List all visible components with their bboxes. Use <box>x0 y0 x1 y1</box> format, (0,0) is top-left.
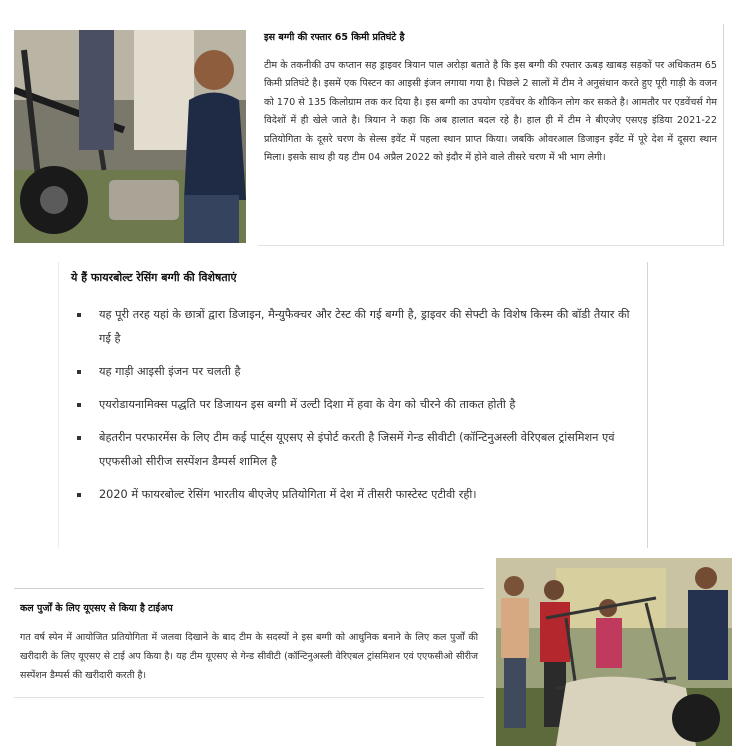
feature-text: यह पूरी तरह यहां के छात्रों द्वारा डिजाइन, मैन्युफैक्चर और टेस्ट की गई बग्गी है, ड्राइवर की सेफ्टी के विशेष किस्म की बॉडी तैयार की गई है <box>99 308 630 345</box>
bullet-icon <box>77 493 81 497</box>
features-heading: ये हैं फायरबोल्ट रेसिंग बग्गी की विशेषताएं <box>71 271 237 284</box>
article-usa-tieup <box>14 588 484 698</box>
feature-text: बेहतरीन परफारमेंस के लिए टीम कई पार्ट्स यूएसए से इंपोर्ट करती है जिसमें गेन्ड सीवीटी (कॉन्टिनुअस्ली वेरिएबल ट्रांसमिशन एवं एएफसीओ सीरीज सस्पेंशन डैम्पर्स शामिल है <box>99 431 615 468</box>
feature-item <box>71 393 647 417</box>
buggy-engine-illustration <box>14 30 246 243</box>
feature-text: यह गाड़ी आइसी इंजन पर चलती है <box>99 365 241 378</box>
feature-item <box>71 426 647 474</box>
features-list <box>71 303 647 507</box>
feature-text: 2020 में फायरबोल्ट रेसिंग भारतीय बीएजेए प्रतियोगिता में देश में तीसरी फास्टेस्ट एटीवी रही। <box>99 488 477 501</box>
feature-text: एयरोडायनामिक्स पद्धति पर डिजायन इस बग्गी में उल्टी दिशा में हवा के वेग को चीरने की ताकत होती है <box>99 398 516 411</box>
article-usa-heading: कल पुर्जों के लिए यूएसए से किया है टाईअप <box>20 603 173 614</box>
article-usa-body: गत वर्ष स्पेन में आयोजित प्रतियोगिता में जलवा दिखाने के बाद टीम के सदस्यों ने इस बग्गी को आधुनिक बनाने के लिए कल पुर्जों की खरीदारी के लिए यूएसए से टाई अप किया है। यह टीम यूएसए से गेन्ड सीवीटी (कॉन्टिनुअस्ली वेरिएबल ट्रांसमिशन एवं एएफसीओ सीरीज सस्पेंशन डैम्पर्स की खरीदारी करती है। <box>20 632 478 681</box>
team-buggy-illustration <box>496 558 732 746</box>
article-speed <box>258 24 724 246</box>
buggy-engine-photo <box>14 30 246 243</box>
bullet-icon <box>77 436 81 440</box>
team-buggy-photo <box>496 558 732 746</box>
article-speed-heading: इस बग्गी की रफ्तार 65 किमी प्रतिघंटे है <box>264 32 405 43</box>
features-section <box>58 262 648 548</box>
bullet-icon <box>77 403 81 407</box>
feature-item <box>71 483 647 507</box>
article-speed-body: टीम के तकनीकी उप कप्तान सह ड्राइवर त्रियान पाल अरोड़ा बताते है कि इस बग्गी की रफ्तार ऊबड़ खाबड़ सड़कों पर अधिकतम 65 किमी प्रतिघंटे है। इसमें एक पिस्टन का आइसी इंजन लगाया गया है। पिछले 2 सालों में टीम ने अनुसंधान करते हुए पूरी गाड़ी के वजन को 170 से 135 किलोग्राम तक कर दिया है। इस बग्गी का उपयोग एडवेंचर के शौकिन लोग कर सकते है। आमतौर पर एडवेंचर्स गेम विदेशों में ही खेले जाते है। त्रियान ने कहा कि अब हालात बदल रहे है। हाल ही में टीम ने बीएजेए एसएइ इंडिया 2021-22 प्रतियोगिता के दूसरे चरण के सेल्स इवेंट में पहला स्थान प्राप्त किया। जबकि ओवरआल डिजाइन इवेंट में पूरे देश में दूसरा स्थान मिला। इसके साथ ही यह टीम 04 अप्रैल 2022 को इंदौर में होने वाले तीसरे चरण में भी भाग लेगी। <box>264 60 717 164</box>
bullet-icon <box>77 370 81 374</box>
feature-item <box>71 303 647 351</box>
feature-item <box>71 360 647 384</box>
bullet-icon <box>77 313 81 317</box>
